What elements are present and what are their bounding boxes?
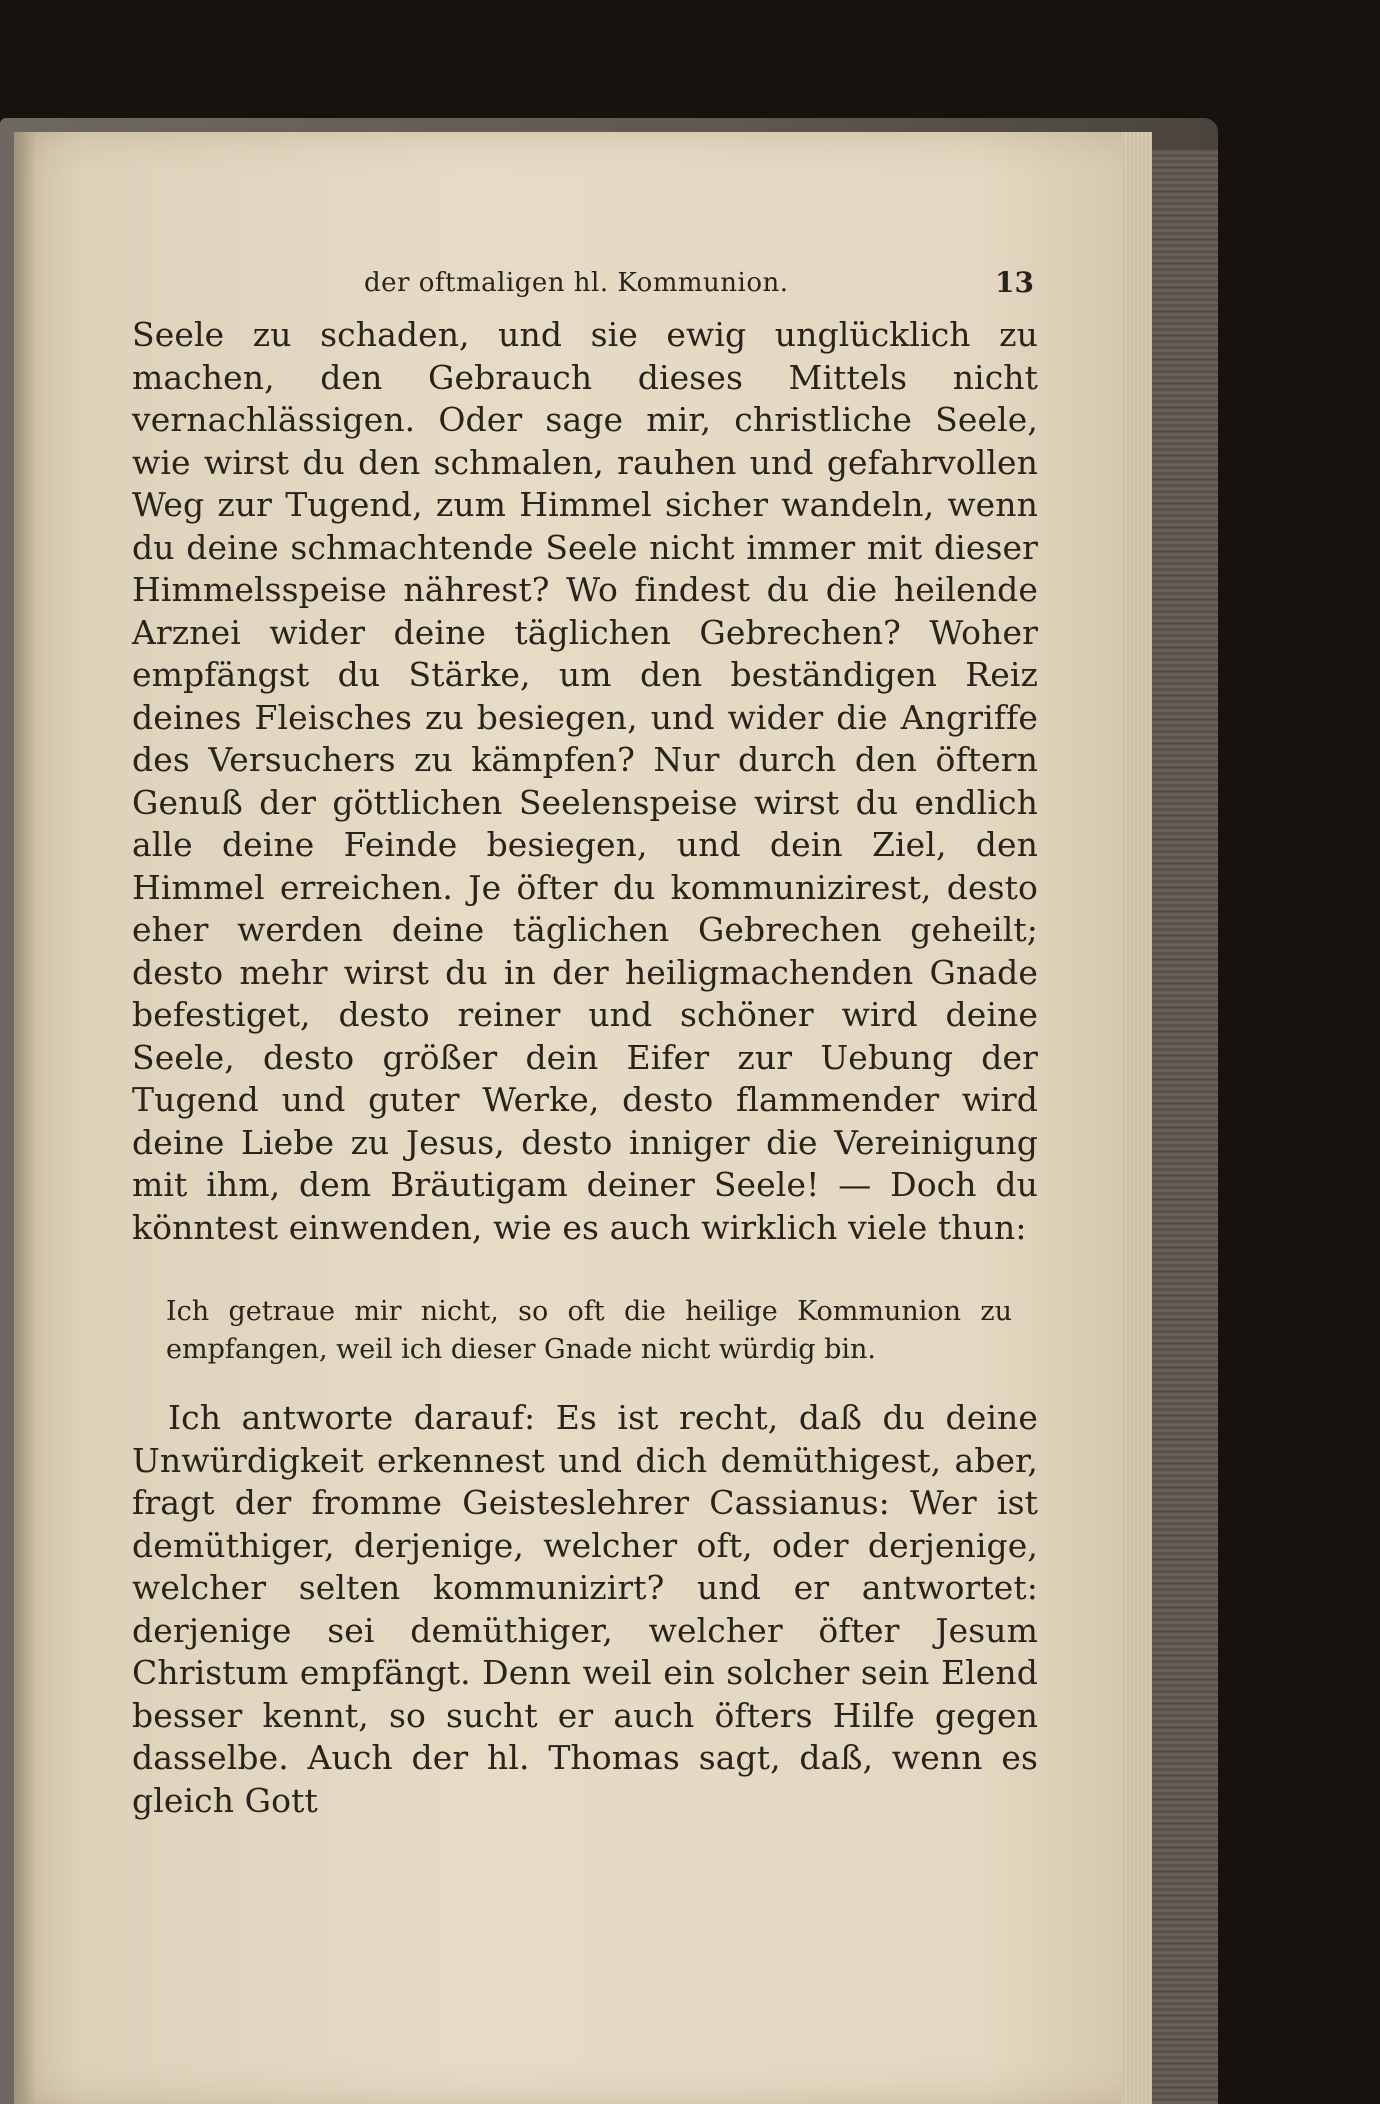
running-head (132, 260, 1038, 314)
objection-quote: Ich getraue mir nicht, so oft die heilige Kommunion zu empfangen, weil ich dieser Gnade nicht würdig bin. (166, 1296, 1012, 1365)
body-paragraph-2: Ich antworte darauf: Es ist recht, daß du deine Unwürdigkeit erkennest und dich demüthigest, aber, fragt der fromme Geisteslehrer Cassianus: Wer ist demüthiger, derjenige, welcher oft, oder derjenige, welcher selten kommunizirt? und er antwortet: derjenige sei demüthiger, welcher öfter Jesum Christum empfängt. Denn weil ein solcher sein Elend besser kennt, so sucht er auch öfters Hilfe gegen dasselbe. Auch der hl. Thomas sagt, daß, wenn es gleich Gott (132, 1398, 1038, 1820)
body-paragraph-1: Seele zu schaden, und sie ewig unglücklich zu machen, den Gebrauch dieses Mittels nicht vernachlässigen. Oder sage mir, christliche Seele, wie wirst du den schmalen, rauhen und gefahrvollen Weg zur Tugend, zum Himmel sicher wandeln, wenn du deine schmachtende Seele nicht immer mit dieser Himmelsspeise nährest? Wo findest du die heilende Arznei wider deine täglichen Gebrechen? Woher empfängst du Stärke, um den beständigen Reiz deines Fleisches zu besiegen, und wider die Angriffe des Versuchers zu kämpfen? Nur durch den öftern Genuß der göttlichen Seelenspeise wirst du endlich alle deine Feinde besiegen, und dein Ziel, den Himmel erreichen. Je öfter du kommunizirest, desto eher werden deine täglichen Gebrechen geheilt; desto mehr wirst du in der heiligmachenden Gnade befestiget, desto reiner und schöner wird deine Seele, desto größer dein Eifer zur Uebung der Tugend und guter Werke, desto flammender wird deine Liebe zu Jesus, desto inniger die Vereinigung mit ihm, dem Bräutigam deiner Seele! — Doch du könntest einwenden, wie es auch wirklich viele thun: (132, 315, 1038, 1247)
page-fore-edge (1122, 132, 1152, 2104)
page-gutter-shadow (14, 132, 36, 2104)
running-head-title: der oftmaligen hl. Kommunion. (364, 268, 789, 298)
text-block (132, 260, 1038, 1822)
page-number: 13 (995, 266, 1034, 299)
book-page (14, 132, 1152, 2104)
